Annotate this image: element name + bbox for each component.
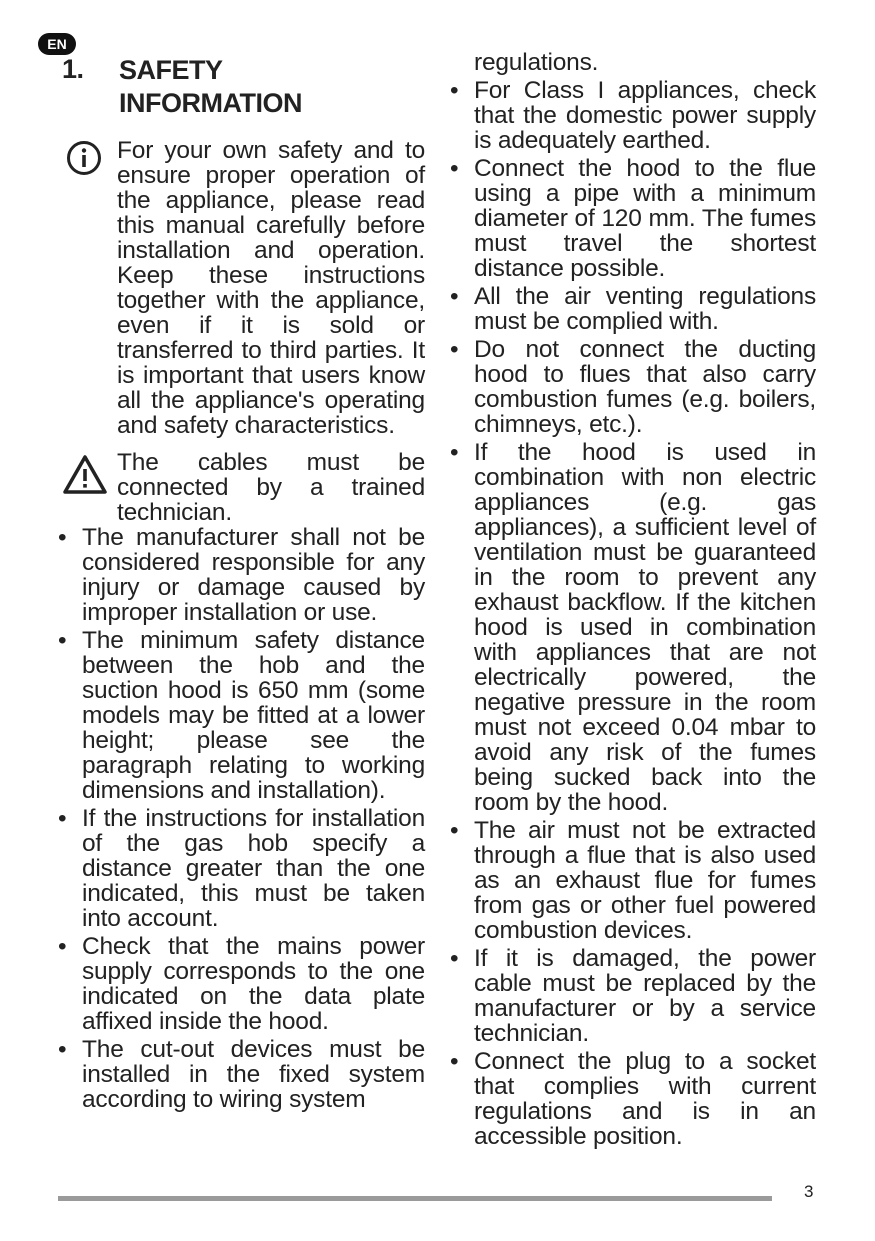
list-item: • The air must not be extracted through a flue that is also used as an exhaust flue for fumes from gas or other fuel powered combustion devices.: [450, 817, 816, 944]
section-number: 1.: [62, 54, 84, 84]
left-column: [58, 138, 425, 1115]
list-item: • The manufacturer shall not be considered responsible for any injury or damage caused by improper installation or use.: [58, 524, 425, 626]
list-item: • Connect the hood to the flue using a pipe with a minimum diameter of 120 mm. The fumes must travel the shortest distance possible.: [450, 155, 816, 282]
bullet-symbol: •: [58, 627, 67, 654]
warning-note-text: The cables must be connected by a trained technician.: [117, 449, 425, 526]
list-item: • If the hood is used in combination with non electric appliances (e.g. gas appliances), a sufficient level of ventilation must be guaranteed in the room to prevent any exhaust backflow. If the kitchen hood is used in combination with appliances that are not electrically powered, the negative pressure in the room must not exceed 0.04 mbar to avoid any risk of the fumes being sucked back into the room by the hood.: [450, 439, 816, 816]
right-bullet-list: [450, 78, 816, 1149]
bullet-symbol: •: [450, 945, 459, 972]
info-note-text: For your own safety and to ensure proper operation of the appliance, please read this manual carefully before installation and operation. Keep these instructions together with the appliance, even if it is sold or transferred to third parties. It is important that users know all the appliance's operating and safety characteristics.: [117, 137, 425, 439]
footer-rule: [58, 1196, 772, 1201]
info-icon: [66, 140, 102, 181]
list-item: • If the instructions for installation of the gas hob specify a distance greater than the one indicated, this must be taken into account.: [58, 805, 425, 932]
bullet-symbol: •: [450, 155, 459, 182]
bullet-symbol: •: [450, 336, 459, 363]
list-item: • All the air venting regulations must be complied with.: [450, 283, 816, 335]
section-title: SAFETY INFORMATION: [119, 55, 302, 118]
warning-icon: [66, 452, 108, 501]
info-note: [58, 138, 425, 438]
bullet-symbol: •: [58, 933, 67, 960]
language-badge: EN: [38, 33, 76, 55]
list-item-continuation: regulations.: [474, 49, 599, 76]
bullet-symbol: •: [450, 283, 459, 310]
list-item: • The cut-out devices must be installed in the fixed system according to wiring system: [58, 1036, 425, 1113]
bullet-symbol: •: [58, 1036, 67, 1063]
right-column: [450, 50, 816, 1152]
warning-note: [58, 450, 425, 525]
bullet-symbol: •: [450, 77, 459, 104]
list-item: • Do not connect the ducting hood to flues that also carry combustion fumes (e.g. boilers, chimneys, etc.).: [450, 336, 816, 438]
list-item: • The minimum safety distance between the hob and the suction hood is 650 mm (some models may be fitted at a lower height; please see the paragraph relating to working dimensions and installation).: [58, 627, 425, 804]
bullet-symbol: •: [450, 817, 459, 844]
bullet-symbol: •: [58, 805, 67, 832]
bullet-symbol: •: [58, 524, 67, 551]
bullet-symbol: •: [450, 1048, 459, 1075]
list-item: • Check that the mains power supply corresponds to the one indicated on the data plate affixed inside the hood.: [58, 933, 425, 1035]
list-item: • If it is damaged, the power cable must be replaced by the manufacturer or by a service technician.: [450, 945, 816, 1047]
left-bullet-list: [58, 525, 425, 1112]
list-item: • Connect the plug to a socket that complies with current regulations and is in an accessible position.: [450, 1048, 816, 1150]
bullet-symbol: •: [450, 439, 459, 466]
page-number: 3: [804, 1182, 814, 1201]
list-item: • For Class I appliances, check that the domestic power supply is adequately earthed.: [450, 77, 816, 154]
